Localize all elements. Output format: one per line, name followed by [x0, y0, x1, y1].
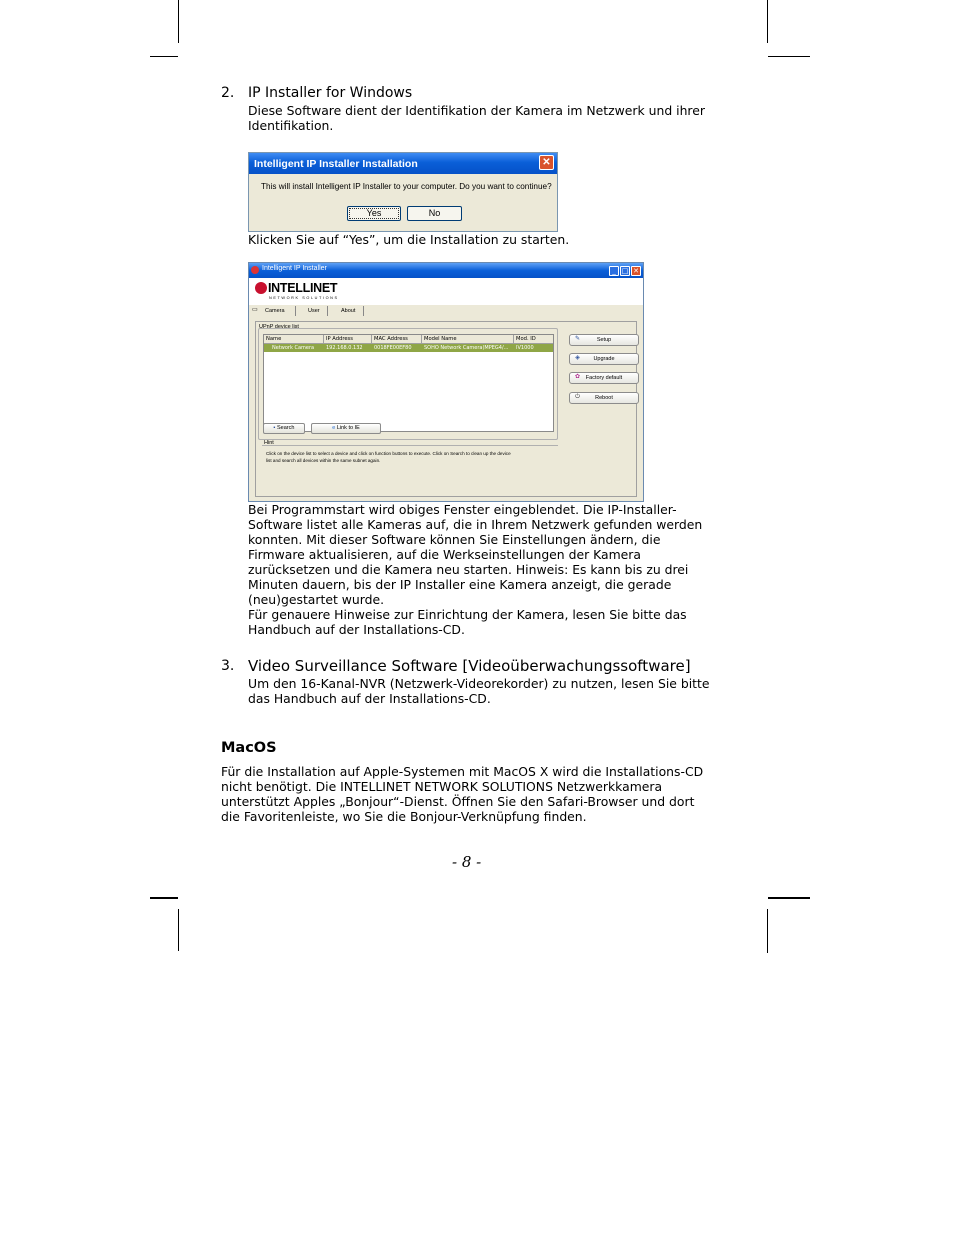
text-line: Software listet alle Kameras auf, die in Ihrem Netzwerk gefunden werden — [248, 517, 703, 532]
text-line: Für genauere Hinweise zur Einrichtung der Kamera, lesen Sie bitte das — [248, 607, 687, 622]
installer-description — [248, 502, 702, 637]
tab-user[interactable]: User — [308, 308, 320, 314]
hint-line: list and search all devices within the same subnet again. — [266, 458, 381, 463]
table-cell: Network Camera — [272, 345, 315, 351]
section-2-description — [248, 103, 705, 133]
upgrade-icon: ◈ — [575, 355, 580, 361]
hint-text — [266, 450, 558, 464]
text-line: das Handbuch auf der Installations-CD. — [248, 691, 491, 706]
upgrade-button[interactable] — [569, 353, 639, 365]
crop-mark — [768, 897, 810, 899]
text-line: zurücksetzen und die Kamera neu starten. Hinweis: Es kann bis zu drei — [248, 562, 689, 577]
text-line: Firmware aktualisieren, auf die Werkseinstellungen der Kamera — [248, 547, 641, 562]
text-line: konnten. Mit dieser Software können Sie Einstellungen ändern, die — [248, 532, 661, 547]
no-button[interactable]: No — [407, 206, 462, 221]
tab-bar — [249, 305, 643, 317]
table-row[interactable] — [264, 344, 554, 352]
tab-divider — [327, 306, 328, 316]
power-icon: ⏻ — [575, 394, 580, 400]
upgrade-label: Upgrade — [593, 356, 615, 362]
text-line: Für die Installation auf Apple-Systemen mit MacOS X wird die Installations-CD — [221, 764, 704, 779]
section-3-description — [248, 676, 709, 706]
factory-default-label: Factory default — [585, 375, 623, 381]
crop-mark — [178, 0, 179, 43]
crop-mark — [178, 909, 179, 951]
search-icon: ▪ — [273, 425, 276, 431]
column-header[interactable]: Name — [264, 335, 324, 343]
section-3-number: 3. — [221, 658, 235, 674]
crop-mark — [150, 897, 178, 899]
device-list[interactable] — [263, 334, 554, 432]
text-line: Minuten dauern, bis der IP Installer eine Kamera anzeigt, die gerade — [248, 577, 672, 592]
ie-icon: e — [332, 425, 336, 431]
text-line: Um den 16-Kanal-NVR (Netzwerk-Videorekorder) zu nutzen, lesen Sie bitte — [248, 676, 710, 691]
logo-band — [249, 278, 643, 305]
table-cell: IV1000 — [516, 345, 534, 351]
table-cell: 192.168.0.132 — [326, 345, 363, 351]
hint-label: Hint — [264, 440, 274, 446]
logo-subtext: NETWORK SOLUTIONS — [269, 296, 339, 300]
setup-button[interactable] — [569, 334, 639, 346]
column-header[interactable]: MAC Address — [372, 335, 422, 343]
installer-title: Intelligent IP Installer — [262, 265, 327, 272]
crop-mark — [768, 56, 810, 57]
section-2-heading: IP Installer for Windows — [248, 85, 413, 101]
installer-titlebar — [249, 263, 643, 278]
tab-camera[interactable]: Camera — [265, 308, 285, 314]
section-3-heading: Video Surveillance Software [Videoüberwachungssoftware] — [248, 657, 691, 675]
dialog-titlebar — [249, 153, 557, 174]
app-icon — [251, 266, 259, 274]
tab-about[interactable]: About — [341, 308, 356, 314]
crop-mark — [767, 0, 768, 43]
link-to-ie-button[interactable] — [311, 423, 381, 434]
table-cell: 0018FE00EF80 — [374, 345, 412, 351]
dialog-message: This will install Intelligent IP Installer to your computer. Do you want to continue? — [261, 182, 552, 191]
macos-description — [221, 764, 703, 824]
setup-label: Setup — [596, 337, 612, 343]
search-button[interactable] — [263, 423, 305, 434]
text-line: Identifikation. — [248, 118, 334, 133]
install-dialog — [248, 152, 558, 232]
globe-logo-icon — [255, 282, 267, 294]
search-label: Search — [277, 425, 295, 431]
text-line: nicht benötigt. Die INTELLINET NETWORK SOLUTIONS Netzwerkkamera — [221, 779, 663, 794]
text-line: (neu)gestartet wurde. — [248, 592, 385, 607]
close-icon[interactable]: ✕ — [631, 266, 641, 276]
text-line: Bei Programmstart wird obiges Fenster eingeblendet. Die IP-Installer- — [248, 502, 677, 517]
reboot-button[interactable] — [569, 392, 639, 404]
tab-divider — [295, 306, 296, 316]
factory-default-button[interactable] — [569, 372, 639, 384]
main-panel — [255, 321, 637, 497]
section-2-number: 2. — [221, 85, 235, 101]
installer-window — [248, 262, 644, 502]
logo-text: INTELLINET — [268, 281, 338, 295]
tab-divider — [363, 306, 364, 316]
page-number: - 8 - — [452, 853, 482, 871]
dialog-title: Intelligent IP Installer Installation — [254, 157, 418, 170]
crop-mark — [150, 56, 178, 57]
reset-icon: ✿ — [574, 374, 581, 380]
maximize-icon[interactable]: □ — [621, 267, 629, 275]
column-header[interactable]: IP Address — [324, 335, 372, 343]
link-to-ie-label: Link to IE — [336, 425, 360, 431]
table-cell: SOHO Network Camera(MPEG4/... — [424, 345, 509, 351]
close-icon[interactable]: ✕ — [539, 155, 554, 170]
list-header — [264, 335, 554, 344]
group-label: UPnP device list — [259, 324, 299, 330]
column-header[interactable]: Model Name — [422, 335, 514, 343]
camera-tab-icon: ▭ — [252, 307, 258, 313]
text-line: Handbuch auf der Installations-CD. — [248, 622, 465, 637]
text-line: Diese Software dient der Identifikation der Kamera im Netzwerk und ihrer — [248, 103, 705, 118]
text-line: unterstützt Apples „Bonjour“-Dienst. Öffnen Sie den Safari-Browser und dort — [221, 794, 695, 809]
yes-button[interactable]: Yes — [347, 206, 401, 221]
crop-mark — [767, 909, 768, 953]
reboot-label: Reboot — [595, 395, 613, 401]
hint-line: Click on the device list to select a device and click on function buttons to execute. Click on Search to clean up the device — [266, 451, 511, 456]
caption-install: Klicken Sie auf “Yes”, um die Installation zu starten. — [248, 232, 570, 247]
text-line: die Favoritenleiste, wo Sie die Bonjour-Verknüpfung finden. — [221, 809, 587, 824]
macos-heading: MacOS — [221, 740, 277, 756]
minimize-icon[interactable]: _ — [609, 266, 619, 276]
gear-icon: ✎ — [574, 336, 581, 342]
column-header[interactable]: Mod. ID — [514, 335, 554, 343]
